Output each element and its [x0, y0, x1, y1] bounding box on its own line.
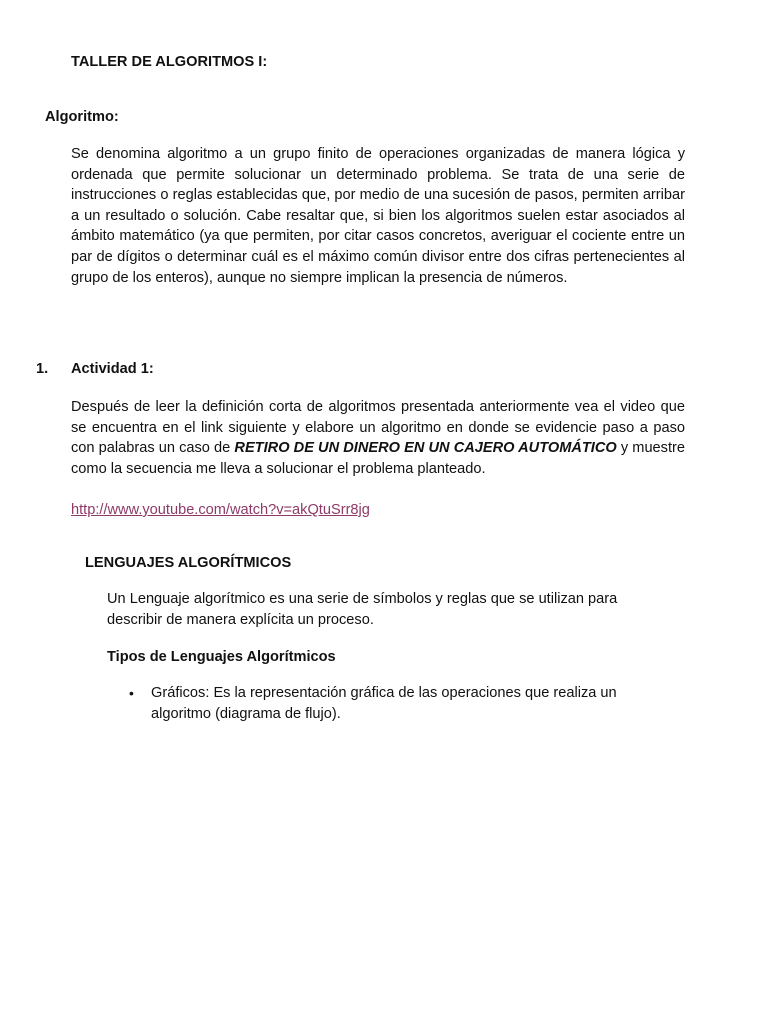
activity-text-after: y muestre como la secuencia me lleva a solucionar el problema planteado.: [71, 440, 686, 477]
languages-heading: LENGUAJES ALGORÍTMICOS: [85, 555, 292, 571]
algorithm-heading: Algoritmo:: [45, 109, 119, 125]
activity-heading: Actividad 1:: [71, 361, 154, 377]
video-link[interactable]: http://www.youtube.com/watch?v=akQtuSrr8jg: [71, 502, 370, 518]
languages-definition-paragraph: Un Lenguaje algorítmico es una serie de símbolos y reglas que se utilizan para describir de manera explícita un proceso.: [107, 591, 618, 628]
document-title: TALLER DE ALGORITMOS I:: [71, 54, 268, 70]
language-types-heading: Tipos de Lenguajes Algorítmicos: [107, 649, 336, 665]
bullet-icon: •: [129, 685, 134, 701]
list-item: Gráficos: Es la representación gráfica de las operaciones que realiza un algoritmo (diagrama de flujo).: [151, 685, 617, 722]
activity-instructions-paragraph: [71, 397, 685, 479]
activity-text-before: Después de leer la definición corta de algoritmos presentada anteriormente vea el video que se encuentra en el link siguiente y elabore un algoritmo en donde se evidencie paso a paso con palabras un caso de: [71, 399, 685, 457]
activity-number: 1.: [36, 361, 49, 377]
activity-emphasis-text: RETIRO DE UN DINERO EN UN CAJERO AUTOMÁTICO: [234, 440, 617, 457]
algorithm-definition-paragraph: Se denomina algoritmo a un grupo finito de operaciones organizadas de manera lógica y ordenada que permite solucionar un determinado problema. Se trata de una serie de instrucciones o reglas establecidas que, por medio de una sucesión de pasos, permiten arribar a un resultado o solución. Cabe resaltar que, si bien los algoritmos suelen estar asociados al ámbito matemático (ya que permiten, por citar casos concretos, averiguar el cociente entre un par de dígitos o determinar cuál es el máximo común divisor entre dos cifras pertenecientes al grupo de los enteros), aunque no siempre implican la presencia de números.: [71, 146, 685, 286]
